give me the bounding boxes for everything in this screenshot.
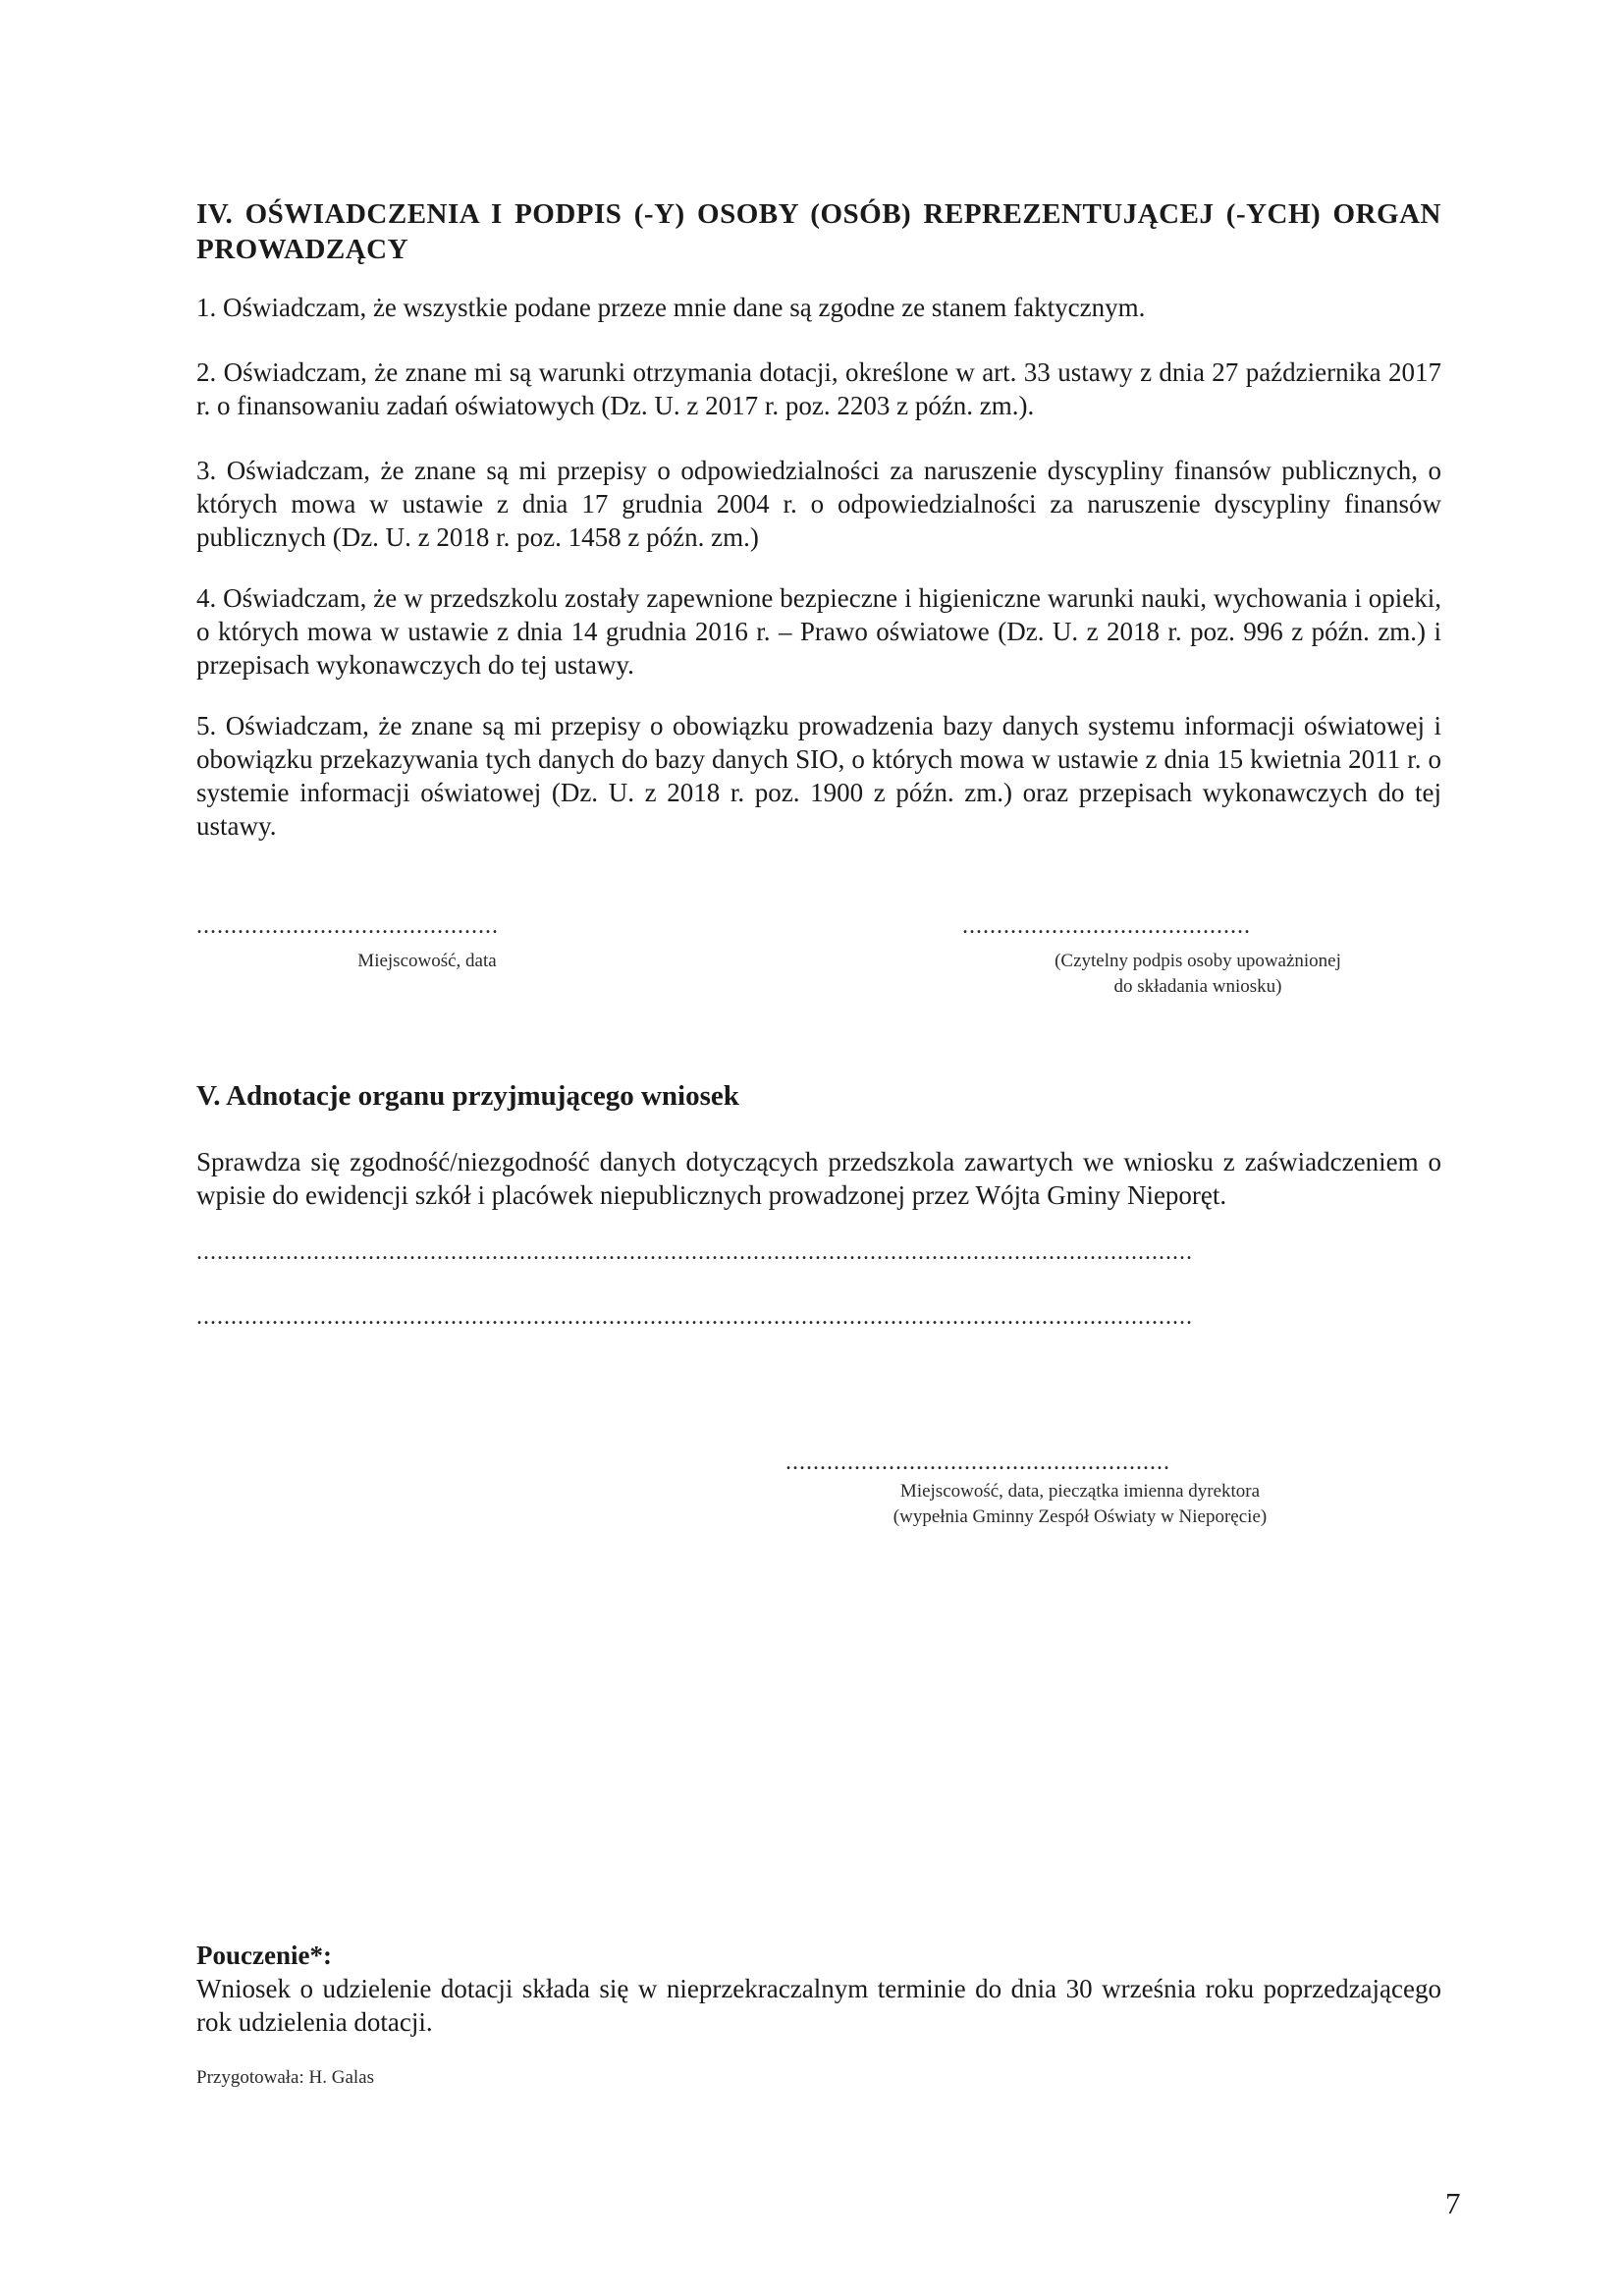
statement-5: 5. Oświadczam, że znane są mi przepisy o obowiązku prowadzenia bazy danych systemu informacji oświatowej i obowiązku przekazywania tych danych do bazy danych SIO, o których mowa w ustawie z dnia 15 kwietnia 2011 r. o systemie informacji oświatowej (Dz. U. z 2018 r. poz. 1900 z późn. zm.) oraz przepisach wykonawczych do tej ustawy. <box>196 711 1441 841</box>
instruction-title: Pouczenie*: <box>196 1941 332 1970</box>
annotation-dots-line-1: ................................................................................................................................................. <box>196 1239 1193 1265</box>
annotation-dots-line-2: ................................................................................................................................................. <box>196 1304 1193 1330</box>
signature-label-line2: do składania wniosku) <box>1113 976 1282 997</box>
stamp-label <box>785 1479 1375 1530</box>
instruction-text: Wniosek o udzielenie dotacji składa się w nieprzekraczalnym terminie do dnia 30 września roku poprzedzającego rok udzielenia dotacji. <box>196 1974 1441 2037</box>
section-v-title: V. Adnotacje organu przyjmującego wniosek <box>196 1080 739 1112</box>
prepared-by: Przygotowała: H. Galas <box>196 2067 374 2088</box>
stamp-label-line2: (wypełnia Gminny Zespół Oświaty w Nieporęcie) <box>893 1506 1268 1527</box>
statement-2: 2. Oświadczam, że znane mi są warunki otrzymania dotacji, określone w art. 33 ustawy z dnia 27 października 2017 r. o finansowaniu zadań oświatowych (Dz. U. z 2017 r. poz. 2203 z późn. zm.). <box>196 357 1441 420</box>
signature-label <box>962 949 1434 1000</box>
statement-1: 1. Oświadczam, że wszystkie podane przeze mnie dane są zgodne ze stanem faktycznym. <box>196 293 1146 322</box>
signature-dots: .......................................... <box>962 913 1251 939</box>
stamp-dots: ........................................................ <box>785 1449 1170 1475</box>
signature-label-line1: (Czytelny podpis osoby upoważnionej <box>1055 951 1341 971</box>
statement-3: 3. Oświadczam, że znane są mi przepisy o odpowiedzialności za naruszenie dyscypliny finansów publicznych, o których mowa w ustawie z dnia 17 grudnia 2004 r. o odpowiedzialności za naruszenie dyscypliny finansów publicznych (Dz. U. z 2018 r. poz. 1458 z późn. zm.) <box>196 456 1441 552</box>
place-date-dots: ............................................ <box>196 913 499 939</box>
page-number: 7 <box>1445 2186 1461 2220</box>
section-v-text: Sprawdza się zgodność/niezgodność danych dotyczących przedszkola zawartych we wniosku z zaświadczeniem o wpisie do ewidencji szkół i placówek niepublicznych prowadzonej przez Wójta Gminy Nieporęt. <box>196 1147 1441 1210</box>
statement-4: 4. Oświadczam, że w przedszkolu zostały zapewnione bezpieczne i higieniczne warunki nauki, wychowania i opieki, o których mowa w ustawie z dnia 14 grudnia 2016 r. – Prawo oświatowe (Dz. U. z 2018 r. poz. 996 z późn. zm.) i przepisach wykonawczych do tej ustawy. <box>196 583 1441 680</box>
place-date-label: Miejscowość, data <box>357 951 497 971</box>
stamp-label-line1: Miejscowość, data, pieczątka imienna dyrektora <box>899 1481 1261 1502</box>
section-iv-title: IV. OŚWIADCZENIA I PODPIS (-Y) OSOBY (OSÓB) REPREZENTUJĄCEJ (-YCH) ORGAN PROWADZĄCY <box>196 198 1441 265</box>
